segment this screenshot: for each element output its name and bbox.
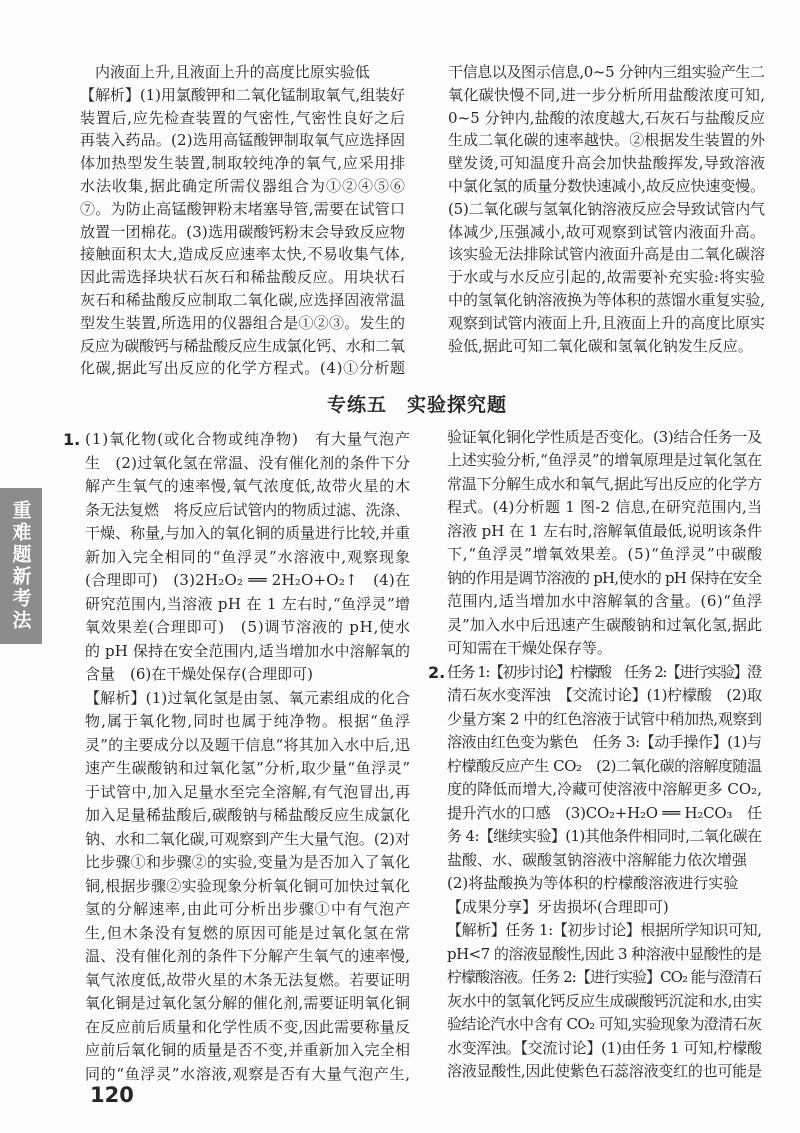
text-line: (1)氧化物(或化合物或纯净物) 有大量气泡产 [85, 430, 411, 448]
text-line: 提升汽水的口感 (3)CO₂+H₂O ══ H₂CO₃ 任 [447, 803, 762, 822]
text-line: 放置一团棉花。(3)选用碳酸钙粉末会导致反应物 [80, 222, 406, 241]
text-line: 应前后氧化铜的质量是否不变,并重新加入完全相 [85, 1041, 411, 1059]
text-line: 灰水中的氢氧化钙反应生成碳酸钙沉淀和水,由实 [447, 991, 762, 1010]
answer-left-column [85, 428, 410, 1086]
text-line: 0~5 分钟内,盐酸的浓度越大,石灰石与盐酸反应 [448, 108, 766, 127]
text-line: 水变浑浊。【交流讨论】(1)由任务 1 可知,柠檬酸 [447, 1038, 762, 1057]
page-number: 120 [90, 1083, 134, 1107]
text-line: 含量 (6)在干燥处保存(合理即可) [85, 665, 313, 683]
text-line: 干信息以及图示信息,0~5 分钟内三组实验产生二 [448, 63, 765, 81]
text-line: 【解析】(1)过氧化氢是由氢、氧元素组成的化合 [85, 688, 411, 707]
text-line: 于水或与水反应引起的,故需要补充实验:将实验 [448, 268, 766, 287]
text-line: 中氯化氢的质量分数快速减小,故反应快速变慢。 [448, 176, 765, 195]
text-line: 于试管中,加入足量水至完全溶解,有气泡冒出,再 [85, 782, 411, 801]
text-line: 柠檬酸溶液。任务 2:【进行实验】CO₂ 能与澄清石 [447, 968, 762, 986]
text-line: 验结论汽水中含有 CO₂ 可知,实验现象为澄清石灰 [447, 1015, 762, 1033]
top-right-column [448, 61, 765, 357]
text-line: 水法收集,据此确定所需仪器组合为①②④⑤⑥ [80, 176, 407, 195]
text-line: 氧化铜是过氧化氢分解的催化剂,需要证明氧化铜 [85, 994, 411, 1012]
answer-right-column [447, 426, 762, 1084]
text-line: 验低,据此可知二氧化碳和氢氧化钠发生反应。 [448, 336, 753, 355]
text-line: ⑦。为防止高锰酸钾粉末堵塞导管,需要在试管口 [80, 199, 406, 218]
side-tab-label: 重难题新考法 [9, 500, 32, 632]
text-line: 条无法复燃 将反应后试管内的物质过滤、洗涤、 [85, 500, 410, 519]
text-line: 氧化碳快慢不同,进一步分析所用盐酸浓度可知, [448, 85, 766, 104]
text-line: 上述实验分析,“鱼浮灵”的增氧原理是过氧化氢在 [447, 451, 762, 469]
item-number: 1. [63, 430, 81, 449]
text-line: 的 pH 保持在安全范围内,适当增加水中溶解氧的 [85, 641, 411, 660]
text-line: 中的氢氧化钠溶液换为等体积的蒸馏水重复实验, [448, 290, 765, 309]
text-line: 因此需选择块状石灰石和稀盐酸反应。用块状石 [80, 268, 406, 287]
text-line: 比步骤①和步骤②的实验,变量为是否加入了氧化 [85, 853, 411, 871]
item-number: 2. [428, 662, 446, 682]
text-line: 新加入完全相同的“鱼浮灵”水溶液中,观察现象 [85, 547, 411, 566]
text-line: 氧气浓度低,故带火星的木条无法复燃。若要证明 [85, 970, 411, 989]
text-line: 物,属于氧化物,同时也属于纯净物。根据“鱼浮 [85, 712, 412, 730]
top-left-column [80, 61, 405, 380]
text-line: 灵”加入水中后迅速产生碳酸钠和过氧化氢,据此 [447, 615, 763, 634]
text-line: 在反应前后质量和化学性质不变,因此需要称量反 [85, 1017, 411, 1036]
text-line: 钠、水和二氧化碳,可观察到产生大量气泡。(2)对 [85, 829, 410, 848]
text-line: 【解析】任务 1:【初步讨论】根据所学知识可知, [447, 921, 762, 939]
text-line: 铜,根据步骤②实验现象分析氧化铜可加快过氧化 [85, 876, 411, 895]
text-line: 【解析】(1)用氯酸钾和二氧化锰制取氧气,组装好 [80, 85, 405, 104]
text-line: 壁发烫,可知温度升高会加快盐酸挥发,导致溶液 [448, 154, 766, 173]
text-line: 灵”的主要成分以及题干信息“将其加入水中后,迅 [85, 735, 411, 754]
text-line: 溶液显酸性,因此使紫色石蕊溶液变红的也可能是 [447, 1062, 762, 1080]
text-line: 范围内,适当增加水中溶解氧的含量。(6)“鱼浮 [447, 592, 763, 610]
side-tab [0, 488, 42, 644]
section-title: 专练五 实验探究题 [326, 394, 507, 416]
text-line: 钠的作用是调节溶液的 pH,使水的 pH 保持在安全 [447, 568, 762, 587]
text-line: 内液面上升,且液面上升的高度比原实验低 [95, 63, 370, 81]
text-line: 生 (2)过氧化氢在常温、没有催化剂的条件下分 [85, 453, 411, 472]
text-line: 清石灰水变浑浊 【交流讨论】(1)柠檬酸 (2)取 [447, 686, 762, 704]
text-line: 盐酸、水、碳酸氢钠溶液中溶解能力依次增强 [447, 850, 748, 869]
text-line: 验证氧化铜化学性质是否变化。(3)结合任务一及 [447, 427, 762, 446]
text-line: 加入足量稀盐酸后,碳酸钠与稀盐酸反应生成氯化 [85, 806, 411, 824]
text-line: 氧效果差(合理即可) (5)调节溶液的 pH,使水 [85, 618, 411, 636]
text-line: 氢的分解速率,由此可分析出步骤①中有气泡产 [85, 900, 412, 918]
text-line: 常温下分解生成水和氧气,据此写出反应的化学方 [447, 474, 762, 493]
text-line: 同的“鱼浮灵”水溶液,观察是否有大量气泡产生, [85, 1064, 411, 1083]
text-line: 解产生氧气的速率慢,氧气浓度低,故带火星的木 [85, 477, 411, 495]
text-line: 温、没有催化剂的条件下分解产生氧气的速率慢, [85, 947, 411, 965]
text-line: 柠檬酸反应产生 CO₂ (2)二氧化碳的溶解度随温 [447, 756, 762, 775]
text-line: 研究范围内,当溶液 pH 在 1 左右时,“鱼浮灵”增 [85, 594, 411, 613]
text-line: 【成果分享】牙齿损坏(合理即可) [447, 897, 669, 916]
text-line: 可知需在干燥处保存等。 [447, 639, 613, 657]
text-line: 反应为碳酸钙与稀盐酸反应生成氯化钙、水和二氧 [80, 336, 405, 355]
text-line: 观察到试管内液面上升,且液面上升的高度比原实 [448, 313, 765, 332]
text-line: 生,但木条没有复燃的原因可能是过氧化氢在常 [85, 923, 412, 942]
text-line: 化碳,据此写出反应的化学方程式。(4)①分析题 [80, 359, 406, 378]
text-line: 生成二氧化碳的速率越快。②根据发生装置的外 [448, 131, 766, 150]
text-line: 灰石和稀盐酸反应制取二氧化碳,应选择固液常温 [80, 290, 406, 309]
text-line: 体加热型发生装置,制取较纯净的氧气,应采用排 [80, 154, 406, 173]
text-line: 程式。(4)分析题 1 图-2 信息,在研究范围内,当 [447, 498, 763, 516]
text-line: 度的降低而增大,冷藏可使溶液中溶解更多 CO₂, [447, 780, 763, 798]
text-line: 溶液 pH 在 1 左右时,溶解氧值最低,说明该条件 [447, 521, 762, 540]
text-line: 下,“鱼浮灵”增氧效果差。(5)“鱼浮灵”中碳酸 [447, 545, 763, 563]
text-line: (合理即可) (3)2H₂O₂ ══ 2H₂O+O₂↑ (4)在 [85, 571, 411, 589]
text-line: 溶液由红色变为紫色 任务 3:【动手操作】(1)与 [447, 733, 762, 751]
text-line: 装置后,应先检查装置的气密性,气密性良好之后 [80, 108, 406, 127]
text-line: (2)将盐酸换为等体积的柠檬酸溶液进行实验 [447, 874, 739, 892]
text-line: 再装入药品。(2)选用高锰酸钾制取氧气应选择固 [80, 131, 406, 150]
text-line: 接触面积太大,造成反应速率太快,不易收集气体, [80, 245, 406, 264]
text-line: 体减少,压强减小,故可观察到试管内液面升高。 [448, 222, 766, 241]
text-line: pH<7 的溶液显酸性,因此 3 种溶液中显酸性的是 [447, 944, 762, 963]
text-line: 该实验无法排除试管内液面升高是由二氧化碳溶 [448, 245, 766, 264]
text-line: 型发生装置,所选用的仪器组合是①②③。发生的 [80, 313, 406, 332]
text-line: 速产生碳酸钠和过氧化氢”分析,取少量“鱼浮灵” [85, 759, 411, 777]
text-line: (5)二氧化碳与氢氧化钠溶液反应会导致试管内气 [448, 199, 765, 218]
text-line: 干燥、称量,与加入的氧化铜的质量进行比较,并重 [85, 524, 411, 542]
text-line: 任务 1:【初步讨论】柠檬酸 任务 2:【进行实验】澄 [447, 662, 761, 681]
text-line: 务 4:【继续实验】(1)其他条件相同时,二氧化碳在 [447, 827, 762, 845]
text-line: 少量方案 2 中的红色溶液于试管中稍加热,观察到 [447, 709, 762, 728]
